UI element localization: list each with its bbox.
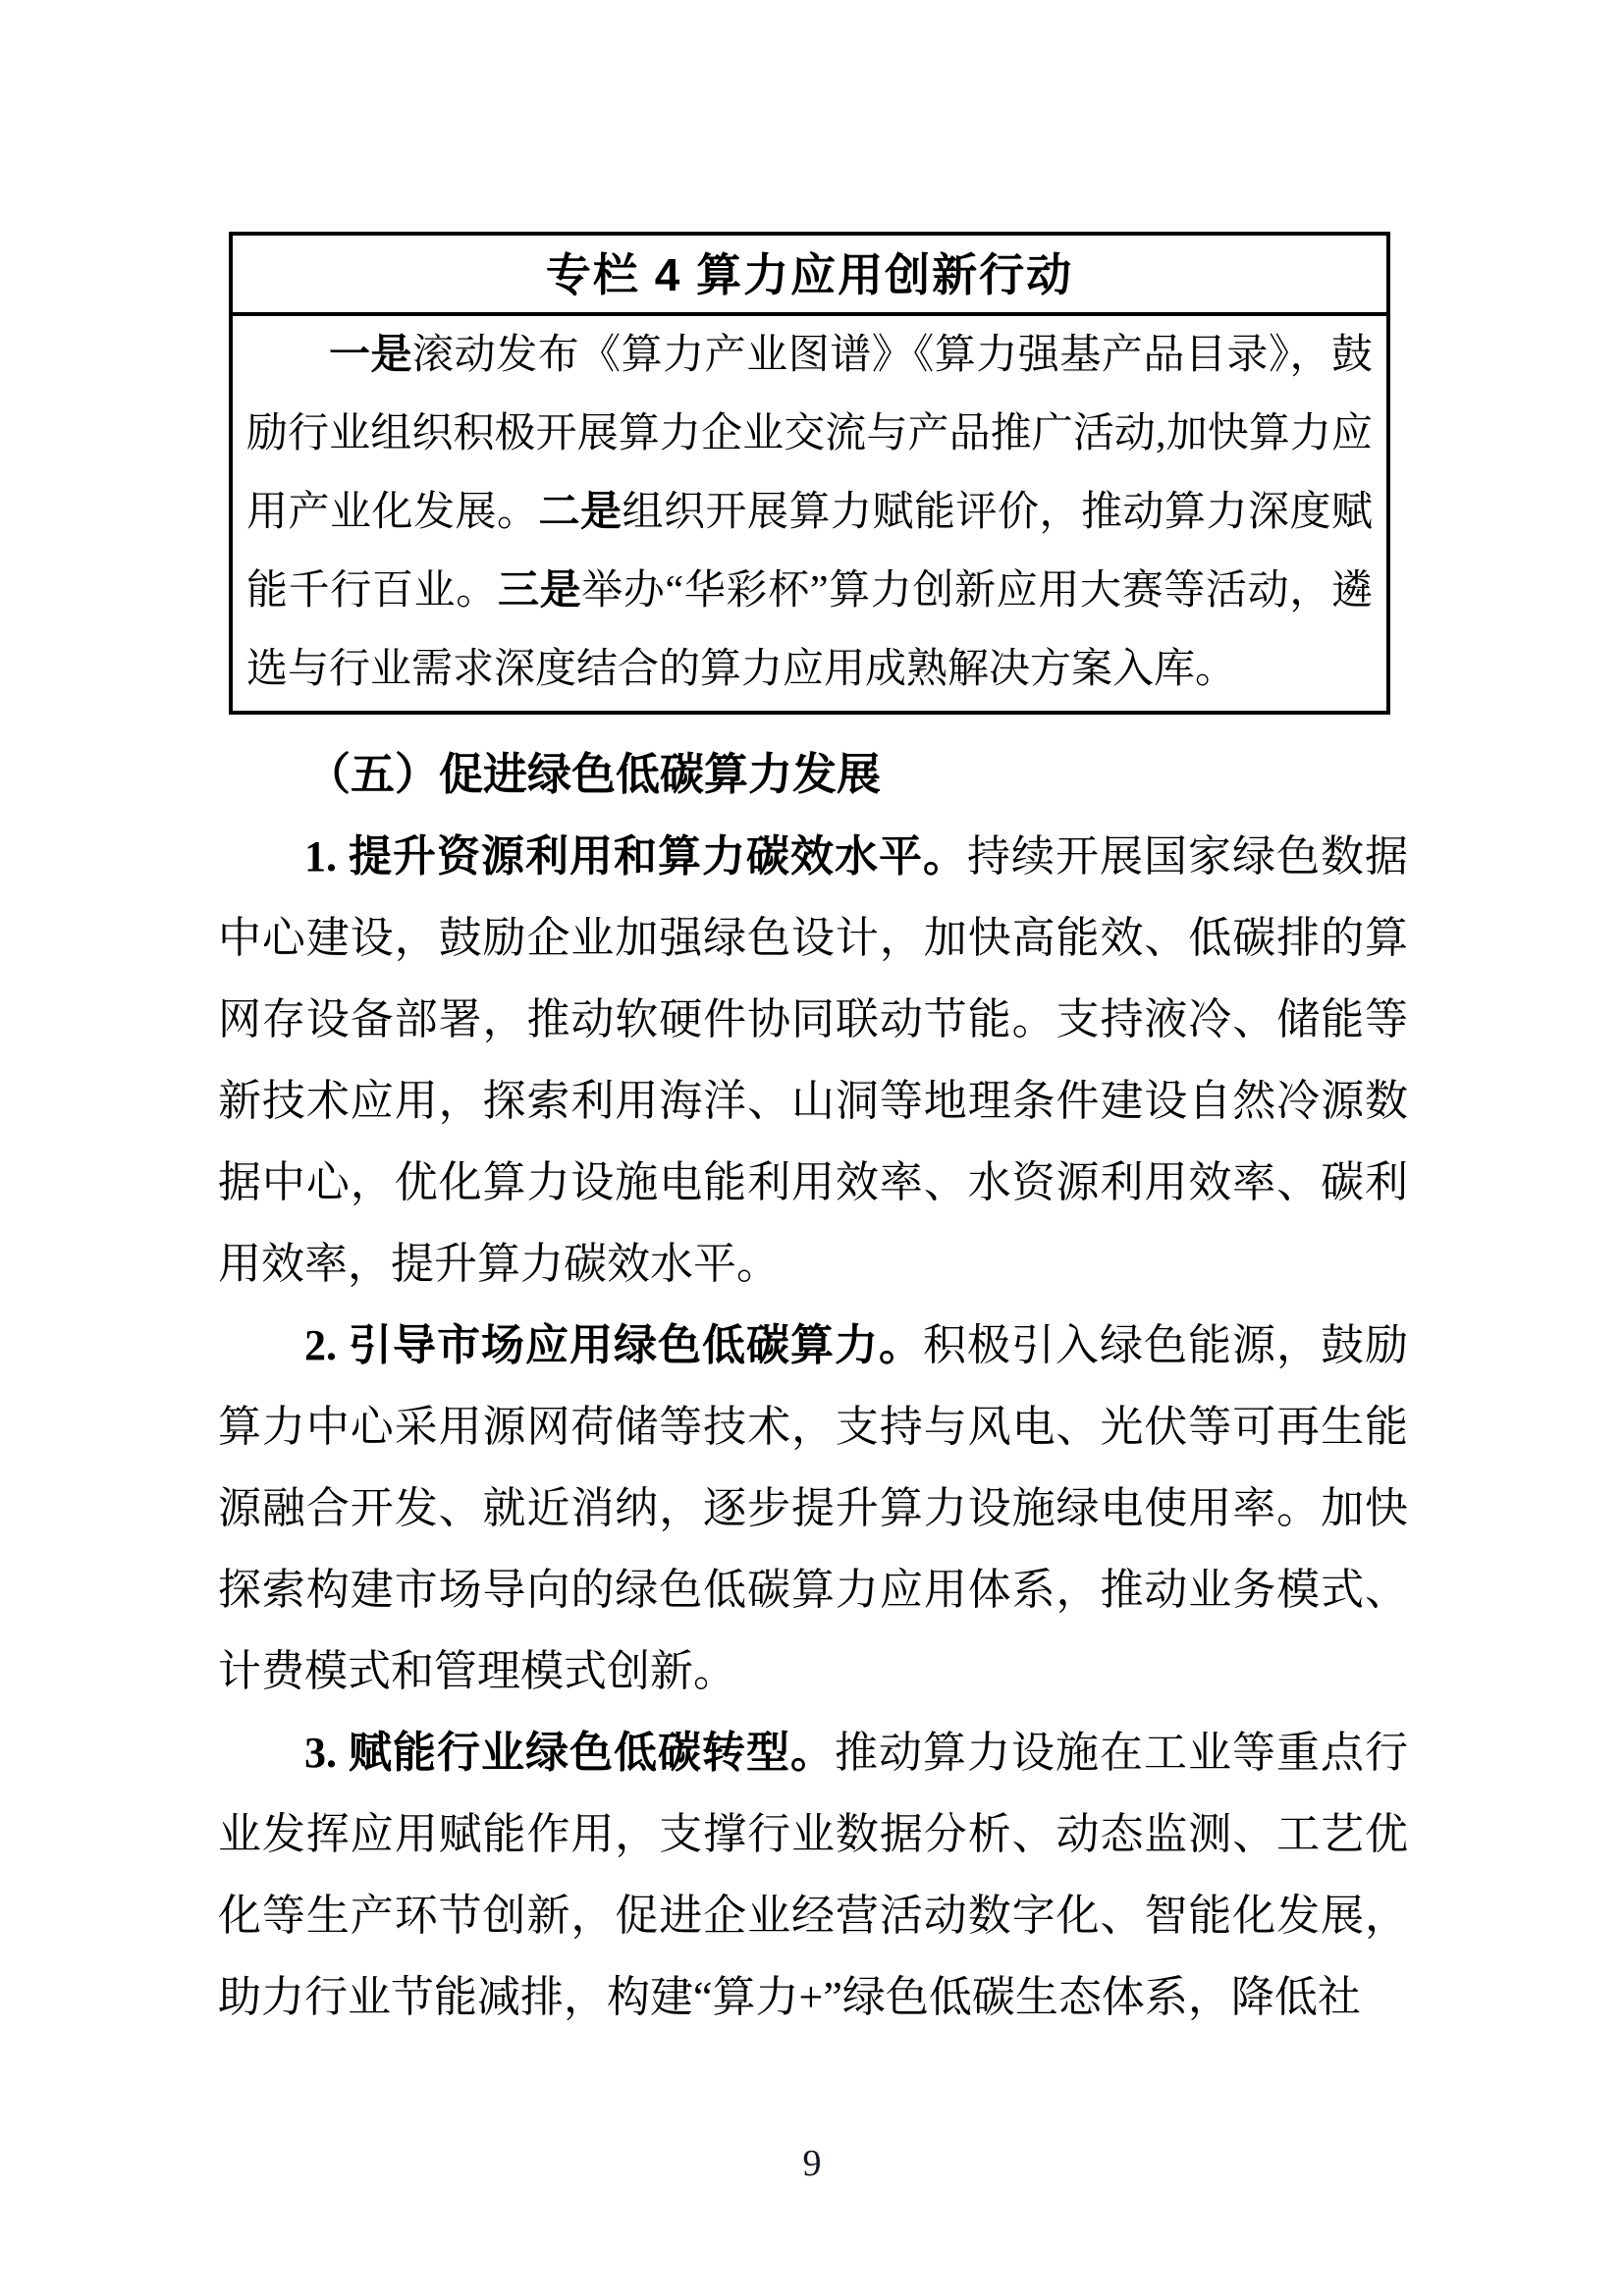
callout-text-2: 组织开展算力赋能评价，推动算力深度赋能千行百业。: [246, 490, 1373, 614]
paragraph-2: [218, 1305, 1408, 1712]
paragraph-2-lead: 2. 引导市场应用绿色低碳算力。: [304, 1321, 923, 1369]
callout-text-3: 举办“华彩杯”算力创新应用大赛等活动，遴选与行业需求深度结合的算力应用成熟解决方案入库。: [246, 568, 1373, 692]
paragraph-1-text: 持续开展国家绿色数据中心建设，鼓励企业加强绿色设计，加快高能效、低碳排的算网存设备部署，推动软硬件协同联动节能。支持液冷、储能等新技术应用，探索利用海洋、山洞等地理条件建设自然冷源数据中心，优化算力设施电能利用效率、水资源利用效率、碳利用效率，提升算力碳效水平。: [218, 832, 1408, 1288]
callout-box: [229, 232, 1390, 715]
paragraph-3: [218, 1712, 1408, 2038]
page-number: 9: [802, 2143, 822, 2184]
section-heading: （五）促进绿色低碳算力发展: [306, 750, 882, 799]
callout-lead-3: 三是: [497, 568, 582, 614]
paragraph-2-text: 积极引入绿色能源，鼓励算力中心采用源网荷储等技术，支持与风电、光伏等可再生能源融合开发、就近消纳，逐步提升算力设施绿电使用率。加快探索构建市场导向的绿色低碳算力应用体系，推动业务模式、计费模式和管理模式创新。: [218, 1321, 1408, 1695]
callout-box-body: [233, 316, 1386, 711]
callout-lead-2: 二是: [538, 490, 623, 535]
section-content: [218, 734, 1408, 2038]
paragraph-3-text: 推动算力设施在工业等重点行业发挥应用赋能作用，支撑行业数据分析、动态监测、工艺优化等生产环节创新，促进企业经营活动数字化、智能化发展，助力行业节能减排，构建“算力+”绿色低碳生态体系，降低社: [218, 1729, 1408, 2021]
paragraph-1: [218, 816, 1408, 1305]
paragraph-3-lead: 3. 赋能行业绿色低碳转型。: [304, 1729, 835, 1777]
callout-lead-1: 一是: [329, 333, 413, 378]
paragraph-1-lead: 1. 提升资源利用和算力碳效水平。: [304, 832, 967, 881]
callout-box-title: 专栏 4 算力应用创新行动: [233, 236, 1386, 316]
callout-text-1: 滚动发布《算力产业图谱》《算力强基产品目录》，鼓励行业组织积极开展算力企业交流与产品推广活动,加快算力应用产业化发展。: [246, 333, 1373, 535]
callout-box-paragraph: [246, 316, 1373, 709]
page-footer: [0, 2142, 1624, 2185]
